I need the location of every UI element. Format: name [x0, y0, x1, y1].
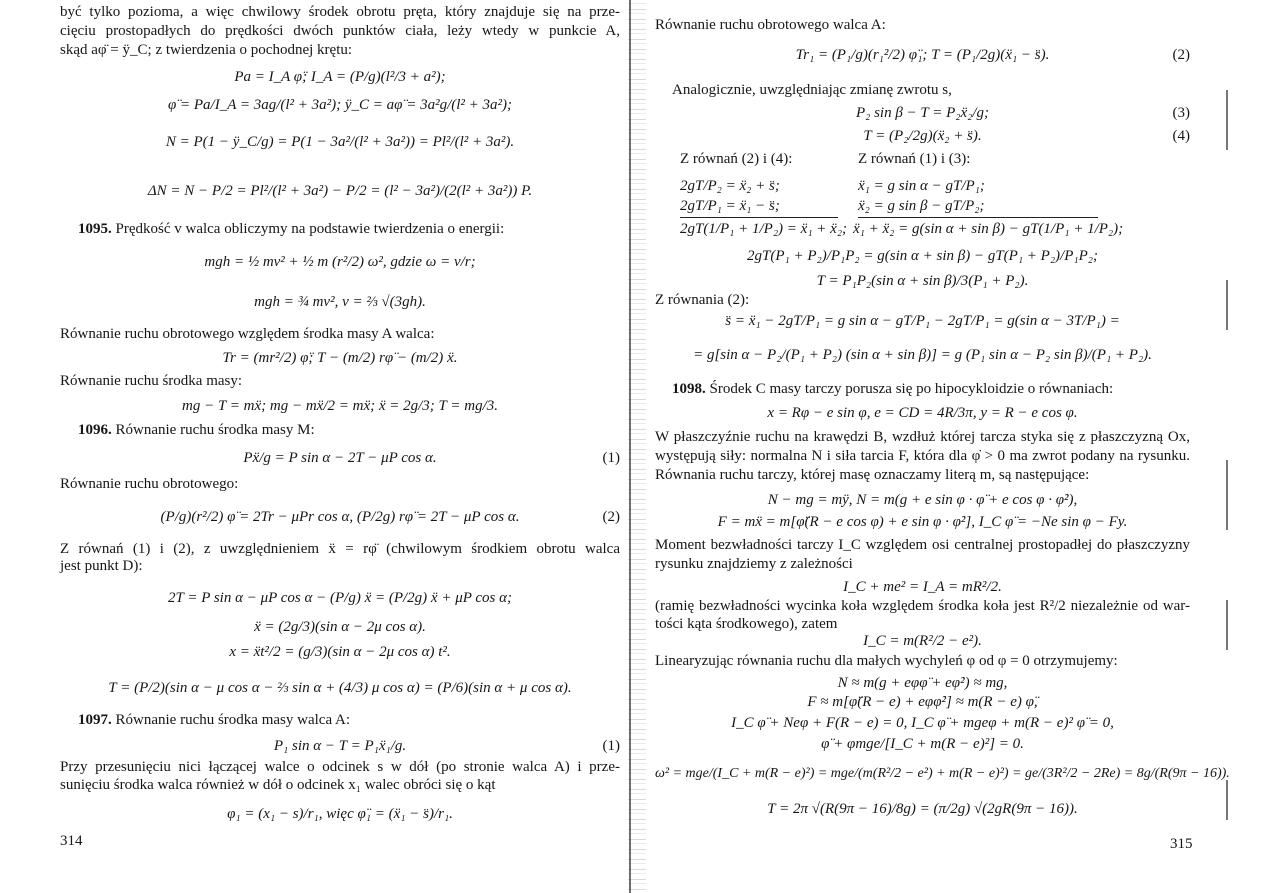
equation: N = P(1 − ÿ_C/g) = P(1 − 3a²/(l² + 3a²)) = Pl²/(l² + 3a²).: [165, 134, 515, 150]
equation: 2gT/P₁ = ẍ₁ − s̈;: [680, 198, 780, 214]
text-line: Równanie ruchu obrotowego walca A:: [655, 17, 886, 33]
equation: φ̈ = Pa/I_A = 3ag/(l² + 3a²); ÿ_C = aφ̈ = 3a²g/(l² + 3a²);: [167, 97, 513, 113]
equation-number: (3): [1172, 105, 1190, 121]
equation: ẍ₂ = g sin β − gT/P₂;: [858, 198, 985, 214]
equation-body: P₂ sin β − T = P₂ẍ₂/g;: [855, 105, 990, 121]
equation-body: P₁ sin α − T = P₁ẍ₁/g.: [273, 738, 407, 754]
problem-1097: [78, 711, 350, 729]
equation: I_C φ̈ + Neφ + F(R − e) = 0, I_C φ̈ + mgeφ + m(R − e)² φ̈ = 0,: [731, 715, 1114, 731]
problem-number: 1095.: [78, 221, 112, 237]
equation: ẍ₁ + ẍ₂ = g(sin α + sin β) − gT(1/P₁ + 1/P₂);: [853, 221, 1124, 237]
equation: [60, 449, 620, 467]
equation: 2gT(P₁ + P₂)/P₁P₂ = g(sin α + sin β) − gT(P₁ + P₂)/P₁P₂;: [747, 248, 1098, 264]
problem-number: 1098.: [672, 381, 706, 397]
equation-body: Tr₁ = (P₁/g)(r₁²/2) φ̈₁; T = (P₁/2g)(ẍ₁ − s̈).: [795, 47, 1050, 63]
page-number: 315: [1170, 836, 1193, 852]
text-line: Równanie ruchu obrotowego względem środka masy A walca:: [60, 326, 435, 342]
text-line: rysunku znajdziemy z zależności: [655, 556, 853, 572]
sum-rule: [858, 217, 1098, 218]
equation: mgh = ½ mv² + ½ m (r²/2) ω², gdzie ω = v/r;: [204, 254, 476, 270]
text-line: Równanie ruchu środka masy walca A:: [115, 712, 351, 728]
equation: s̈ = ẍ₁ − 2gT/P₁ = g sin α − gT/P₁ − 2gT/P₁ = g(sin α − 3T/P₁) =: [725, 313, 1120, 329]
text-line: Z równań (2) i (4):: [680, 151, 793, 167]
text-line: Przy przesunięciu nici łączącej walce o odcinek s w dół (po stronie walca A) i prze-: [60, 759, 620, 775]
problem-number: 1096.: [78, 422, 112, 438]
equation-number: (1): [602, 450, 620, 466]
text-line: Równanie ruchu środka masy:: [60, 373, 243, 389]
text-line: występują siły: normalna N i siła tarcia F, która dla φ̇ > 0 ma zwrot podany na rysunku.: [655, 448, 1190, 464]
equation: N − mg = mÿ, N = m(g + e sin φ · φ̈ + e cos φ · φ̇²),: [767, 492, 1078, 508]
problem-1096: [78, 421, 315, 439]
equation: ω² = mge/(I_C + m(R − e)²) = mge/(m(R²/2 − e²) + m(R − e)²) = ge/(3R²/2 − 2Re) = 8g/(R(9π − 16)).: [655, 766, 1230, 781]
equation-number: (2): [1172, 47, 1190, 63]
text-line: tości kąta środkowego), zatem: [655, 616, 838, 632]
text-line: Prędkość v walca obliczymy na podstawie twierdzenia o energii:: [115, 221, 505, 237]
equation: 2T = P sin α − μP cos α − (P/g) ẍ = (P/2g) ẍ + μP cos α;: [168, 590, 512, 606]
text-line: jest punkt D):: [60, 558, 143, 574]
equation: I_C = m(R²/2 − e²).: [863, 633, 982, 649]
text-line: Moment bezwładności tarczy I_C względem osi centralnej prostopadłej do płaszczyzny: [655, 537, 1190, 553]
equation: F = mẍ = m[φ̈(R − e cos φ) + e sin φ · φ̇²], I_C φ̈ = −Ne sin φ − Fy.: [717, 514, 1128, 530]
equation: φ₁ = (x₁ − s)/r₁, więc φ̈₁ = (ẍ₁ − s̈)/r₁.: [227, 806, 453, 822]
text-line: Z równań (1) i (3):: [858, 151, 971, 167]
equation: I_C + me² = I_A = mR²/2.: [843, 579, 1002, 595]
equation: φ̈ + φmge/[I_C + m(R − e)²] = 0.: [821, 736, 1024, 752]
text-line: W płaszczyźnie ruchu na krawędzi B, wzdłuż której tarcza styka się z płaszczyzną Ox,: [655, 429, 1190, 445]
equation: [655, 127, 1190, 145]
sum-rule: [680, 217, 838, 218]
equation-number: (2): [602, 509, 620, 525]
text-line: Z równań (1) i (2), z uwzględnieniem ẍ = rφ̈ (chwilowym środkiem obrotu walca: [60, 541, 620, 557]
text-line: (ramię bezwładności wycinka koła względem środka koła jest R²/2 niezależnie od war-: [655, 598, 1190, 614]
text-line: sunięciu środka walca również w dół o odcinek x₁ walec obróci się o kąt: [60, 777, 496, 793]
equation-body: Pẍ/g = P sin α − 2T − μP cos α.: [243, 450, 437, 466]
equation: 2gT/P₂ = ẍ₂ + s̈;: [680, 178, 780, 194]
text-line: Równanie ruchu obrotowego:: [60, 476, 239, 492]
equation: [60, 737, 620, 755]
equation-number: (4): [1172, 128, 1190, 144]
page-number: 314: [60, 833, 83, 849]
equation: F ≈ m[φ̈(R − e) + eφφ̇²] ≈ m(R − e) φ̈,: [807, 694, 1038, 710]
equation: ΔN = N − P/2 = Pl²/(l² + 3a²) − P/2 = (l² − 3a²)/(2(l² + 3a²)) P.: [147, 183, 533, 199]
equation: Pa = I_A φ̈; I_A = (P/g)(l²/3 + a²);: [234, 69, 446, 85]
equation: x = Rφ − e sin φ, e = CD = 4R/3π, y = R − e cos φ.: [767, 405, 1078, 421]
text-line: cięciu prostopadłych do prędkości dwóch punktów ciała, leży wtedy w punkcie A,: [60, 23, 620, 39]
right-page-315: [645, 0, 1263, 893]
equation: T = 2π √(R(9π − 16)/8g) = (π/2g) √(2gR(9π − 16)).: [767, 801, 1078, 817]
text-line: być tylko pozioma, a więc chwilowy środek obrotu pręta, który znajduje się na prze-: [60, 4, 620, 20]
equation: [60, 508, 620, 526]
equation: Tr = (mr²/2) φ̈; T − (m/2) rφ̈ − (m/2) ẍ.: [222, 350, 458, 366]
equation: N ≈ m(g + eφφ̈ + eφ̇²) ≈ mg,: [837, 675, 1008, 691]
equation-body: (P/g)(r²/2) φ̈ = 2Tr − μPr cos α, (P/2g) rφ̈ = 2T − μP cos α.: [160, 509, 520, 525]
equation: = g[sin α − P₂/(P₁ + P₂) (sin α + sin β)] = g (P₁ sin α − P₂ sin β)/(P₁ + P₂).: [693, 347, 1152, 363]
problem-number: 1097.: [78, 712, 112, 728]
text-line: Z równania (2):: [655, 292, 750, 308]
equation: [655, 104, 1190, 122]
equation: mg − T = mẍ; mg − mẍ/2 = mẍ; ẍ = 2g/3; T = mg/3.: [182, 398, 498, 414]
text-line: Równania ruchu tarczy, której masę oznaczamy literą m, są następujące:: [655, 467, 1090, 483]
text-line: Analogicznie, uwzględniając zmianę zwrotu s,: [672, 82, 952, 98]
equation-number: (1): [602, 738, 620, 754]
text-line: skąd aφ̈ = ÿ_C; z twierdzenia o pochodnej krętu:: [60, 42, 353, 58]
problem-1095: [78, 220, 504, 238]
equation: [655, 46, 1190, 64]
equation: ẍ = (2g/3)(sin α − 2μ cos α).: [254, 619, 426, 635]
text-line: Linearyzując równania ruchu dla małych wychyleń φ od φ = 0 otrzymujemy:: [655, 653, 1118, 669]
problem-1098: [672, 380, 1113, 398]
text-line: Równanie ruchu środka masy M:: [115, 422, 315, 438]
equation: T = (P/2)(sin α − μ cos α − ⅔ sin α + (4/3) μ cos α) = (P/6)(sin α + μ cos α).: [108, 680, 572, 696]
equation: ẍ₁ = g sin α − gT/P₁;: [858, 178, 985, 194]
equation: mgh = ¾ mv², v = ⅔ √(3gh).: [254, 294, 426, 310]
text-line: Środek C masy tarczy porusza się po hipocykloidzie o równaniach:: [709, 381, 1114, 397]
equation: T = P₁P₂(sin α + sin β)/3(P₁ + P₂).: [816, 273, 1029, 289]
equation: 2gT(1/P₁ + 1/P₂) = ẍ₁ + ẍ₂;: [680, 221, 848, 237]
equation-body: T = (P₂/2g)(ẍ₂ + s̈).: [863, 128, 982, 144]
equation: x = ẍt²/2 = (g/3)(sin α − 2μ cos α) t².: [229, 644, 451, 660]
